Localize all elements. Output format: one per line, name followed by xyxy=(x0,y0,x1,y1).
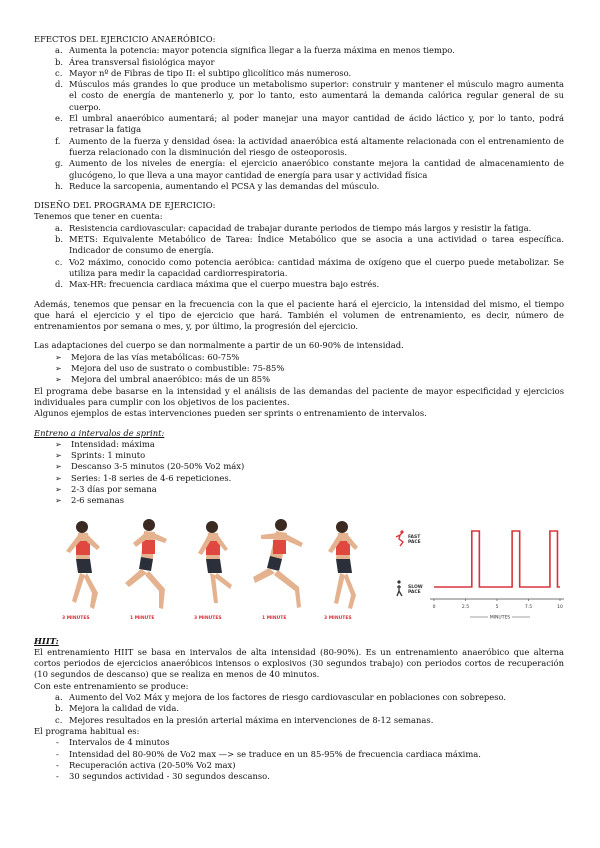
hiit-produces-list xyxy=(34,692,564,726)
list-marker: e. xyxy=(55,113,63,124)
runner-label: 3 MINUTES xyxy=(324,615,352,621)
list-text: Series: 1-8 series de 4-6 repeticiones. xyxy=(71,472,232,483)
list-text: Aumento de la fuerza y densidad ósea: la actividad anaeróbica está altamente relacionada con el entrenamiento de fuerza relacionado con la disminución del riesgo de osteoporosis. xyxy=(69,135,564,157)
hiit-paragraph: El entrenamiento HIIT se basa en intervalos de alta intensidad (80-90%). Es un entrenamiento anaeróbico que alterna cortos periodos de ejercicios anaeróbicos intensos o explosivos (30 segundos trabajo) con periodos cortos de recuperación (10 segundos de descanso) que se realiza en menos de 40 minutos. xyxy=(34,646,564,680)
list-text: 2-3 días por semana xyxy=(71,483,157,494)
list-item xyxy=(34,439,564,450)
list-text: METS: Equivalente Metabólico de Tarea: Índice Metabólico que se asocia a una actividad o tarea específica. Indicador de consumo de energía. xyxy=(69,234,564,256)
list-text: Aumento del Vo2 Máx y mejora de los factores de riesgo cardiovascular en poblaciones con sobrepeso. xyxy=(69,692,507,703)
fast-label-line2: PACE xyxy=(408,539,421,545)
list-item xyxy=(34,715,564,726)
adaptaciones-intro: Las adaptaciones del cuerpo se dan normalmente a partir de un 60-90% de intensidad. xyxy=(34,340,404,351)
ejemplos-line: Algunos ejemplos de estas intervenciones pueden ser sprints o entrenamiento de intervalos. xyxy=(34,408,427,419)
list-text: Mejora la calidad de vida. xyxy=(69,703,179,714)
walker-slow-icon-head xyxy=(397,580,400,583)
sprint-title: Entreno a intervalos de sprint: xyxy=(34,427,165,438)
list-marker: a. xyxy=(55,222,63,233)
list-marker: b. xyxy=(55,234,64,245)
arrow-bullet-icon: ➢ xyxy=(55,364,62,374)
runner-figure xyxy=(198,521,232,603)
x-axis-title: MINUTES xyxy=(489,615,511,621)
list-item xyxy=(34,374,564,385)
list-text: Intensidad: máxima xyxy=(71,438,155,449)
list-text: Mejora de las vías metabólicas: 60-75% xyxy=(71,351,240,362)
list-item xyxy=(34,45,564,56)
list-text: Reduce la sarcopenia, aumentando el PCSA y las demandas del músculo. xyxy=(69,180,380,191)
list-text: Mayor nº de Fibras de tipo II: el subtipo glicolítico más numeroso. xyxy=(69,67,352,78)
arrow-bullet-icon: ➢ xyxy=(55,496,62,506)
walker-slow-icon xyxy=(397,585,402,596)
list-text: Resistencia cardiovascular: capacidad de trabajar durante periodos de tiempo más largos y resistir la fatiga. xyxy=(69,222,532,233)
arrow-bullet-icon: ➢ xyxy=(55,473,62,483)
list-marker: a. xyxy=(55,45,63,56)
x-axis-ticks xyxy=(433,599,563,610)
x-tick-label: 2.5 xyxy=(461,604,470,610)
list-marker: d. xyxy=(55,279,64,290)
diseno-list xyxy=(34,223,564,291)
efectos-title: EFECTOS DEL EJERCICIO ANAERÓBICO: xyxy=(34,34,216,44)
arrow-bullet-icon: ➢ xyxy=(55,462,62,472)
list-item xyxy=(34,484,564,495)
list-item xyxy=(34,749,564,760)
arrow-bullet-icon: ➢ xyxy=(55,352,62,362)
list-item xyxy=(34,771,564,782)
runner-label: 1 MINUTE xyxy=(262,615,287,621)
runner-label: 3 MINUTES xyxy=(194,615,222,621)
list-marker: c. xyxy=(55,256,63,267)
list-marker: f. xyxy=(55,135,61,146)
runner-label: 3 MINUTES xyxy=(62,615,90,621)
dash-bullet: - xyxy=(56,759,59,770)
fast-label-line1: FAST xyxy=(408,534,421,540)
fast-pace-label xyxy=(396,530,421,546)
x-tick-label: 0 xyxy=(432,604,436,610)
list-text: Aumenta la potencia: mayor potencia significa llegar a la fuerza máxima en menos tiempo. xyxy=(69,45,455,56)
programa-paragraph: El programa debe basarse en la intensidad y el análisis de las demandas del paciente de mayor especificidad y ejercicios individuales para cumplir con los objetivos de los pacientes. xyxy=(34,385,564,407)
list-text: 30 segundos actividad - 30 segundos descanso. xyxy=(69,771,270,782)
list-item xyxy=(34,79,564,113)
efectos-list xyxy=(34,45,564,192)
list-item xyxy=(34,234,564,257)
list-item xyxy=(34,461,564,472)
list-item xyxy=(34,68,564,79)
hiit-program-list xyxy=(34,737,564,782)
x-tick-label: 7.5 xyxy=(524,604,533,610)
hiit-produces-intro: Con este entrenamiento se produce: xyxy=(34,680,189,691)
list-text: 2-6 semanas xyxy=(71,495,125,506)
list-item xyxy=(34,158,564,181)
pace-interval-chart xyxy=(392,521,567,631)
list-text: Aumento de los niveles de energía: el ejercicio anaeróbico constante mejora la cantidad de almacenamiento de glucógeno, lo que lleva a una mayor cantidad de energía para usar y actividad física xyxy=(69,158,564,180)
list-text: Intervalos de 4 minutos xyxy=(69,737,170,748)
list-marker: b. xyxy=(55,703,64,714)
list-item xyxy=(34,692,564,703)
list-marker: c. xyxy=(55,67,63,78)
runner-figure xyxy=(253,519,303,608)
list-item xyxy=(34,352,564,363)
list-text: Max-HR: frecuencia cardiaca máxima que el cuerpo muestra bajo estrés. xyxy=(69,279,380,290)
hiit-program-intro: El programa habitual es: xyxy=(34,725,140,736)
runner-fast-icon-head xyxy=(400,530,403,533)
sprint-list xyxy=(34,439,564,507)
dash-bullet: - xyxy=(56,737,59,748)
diseno-intro: Tenemos que tener en cuenta: xyxy=(34,211,163,222)
list-item xyxy=(34,473,564,484)
list-item xyxy=(34,181,564,192)
x-tick-label: 10 xyxy=(557,604,563,610)
list-item xyxy=(34,703,564,714)
arrow-bullet-icon: ➢ xyxy=(55,375,62,385)
arrow-bullet-icon: ➢ xyxy=(55,451,62,461)
list-text: Mejora del umbral anaeróbico: más de un 85% xyxy=(71,374,271,385)
list-text: Recuperación activa (20-50% Vo2 max) xyxy=(69,759,236,770)
slow-label-line2: PACE xyxy=(408,589,421,595)
list-item xyxy=(34,279,564,290)
dash-bullet: - xyxy=(56,771,59,782)
list-item xyxy=(34,257,564,280)
diseno-paragraph: Además, tenemos que pensar en la frecuencia con la que el paciente hará el ejercicio, la intensidad del mismo, el tiempo que hará el ejercicio y el tipo de ejercicio que hará. También el volumen de entrenamiento, es decir, número de entrenamientos por semana o mes, y, por último, la progresión del ejercicio. xyxy=(34,298,564,332)
arrow-bullet-icon: ➢ xyxy=(55,439,62,449)
figure-row xyxy=(34,511,564,636)
list-marker: b. xyxy=(55,56,64,67)
list-item xyxy=(34,113,564,136)
list-item xyxy=(34,495,564,506)
list-item xyxy=(34,57,564,68)
slow-label-line1: SLOW xyxy=(408,584,423,590)
list-item xyxy=(34,223,564,234)
dash-bullet: - xyxy=(56,748,59,759)
list-marker: c. xyxy=(55,714,63,725)
list-text: Mejora del uso de sustrato o combustible: 75-85% xyxy=(71,363,285,374)
runner-fast-icon xyxy=(396,533,403,546)
runner-figure xyxy=(125,519,167,609)
list-marker: g. xyxy=(55,158,64,169)
arrow-bullet-icon: ➢ xyxy=(55,484,62,494)
runner-figure xyxy=(328,521,358,609)
list-item xyxy=(34,136,564,159)
list-text: Descanso 3-5 minutos (20-50% Vo2 máx) xyxy=(71,461,245,472)
diseno-title: DISEÑO DEL PROGRAMA DE EJERCICIO: xyxy=(34,200,216,211)
list-text: Área transversal fisiológica mayor xyxy=(69,56,215,67)
list-marker: h. xyxy=(55,180,64,191)
list-text: Músculos más grandes lo que produce un metabolismo superior: construir y mantener el músculo magro aumenta el costo de energía de mantenerlo y, por lo tanto, esto aumentará la demanda calórica regular general de su cuerpo. xyxy=(69,79,564,112)
slow-pace-label xyxy=(397,580,423,596)
list-text: Mejores resultados en la presión arterial máxima en intervenciones de 8-12 semanas. xyxy=(69,714,434,725)
list-marker: d. xyxy=(55,79,64,90)
adaptaciones-list xyxy=(34,352,564,386)
list-text: Intensidad del 80-90% de Vo2 max —> se traduce en un 85-95% de frecuencia cardiaca máxima. xyxy=(69,748,481,759)
pace-series-line xyxy=(434,531,560,587)
runner-label: 1 MINUTE xyxy=(130,615,155,621)
list-text: Sprints: 1 minuto xyxy=(71,450,146,461)
list-item xyxy=(34,363,564,374)
hiit-title: HIIT: xyxy=(34,635,59,646)
list-text: Vo2 máximo, conocido como potencia aeróbica: cantidad máxima de oxígeno que el cuerpo puede metabolizar. Se utiliza para medir la capacidad cardiorrespiratoria. xyxy=(69,256,564,278)
runners-illustration xyxy=(44,513,374,621)
runner-figure xyxy=(66,521,100,609)
list-item xyxy=(34,450,564,461)
x-tick-label: 5 xyxy=(495,604,499,610)
list-item xyxy=(34,737,564,748)
list-marker: a. xyxy=(55,692,63,703)
document-body xyxy=(34,34,564,782)
list-item xyxy=(34,760,564,771)
list-text: El umbral anaeróbico aumentará; al poder manejar una mayor cantidad de ácido láctico y, por lo tanto, podrá retrasar la fatiga xyxy=(69,113,564,135)
